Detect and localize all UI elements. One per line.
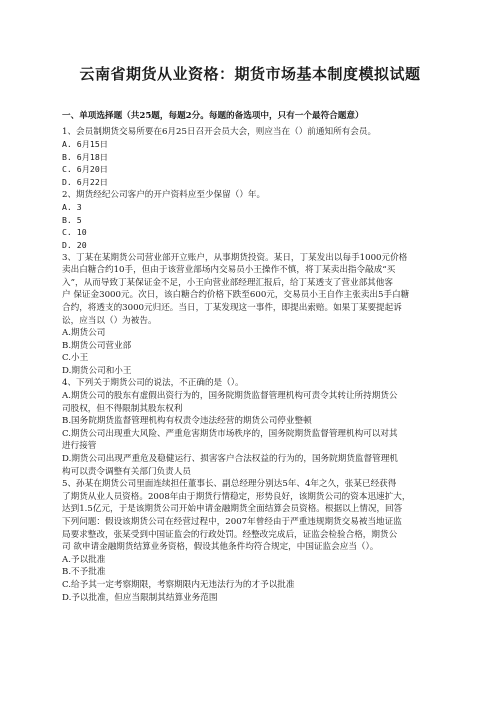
option-c: C.小王 xyxy=(62,353,89,364)
question-stem-line: 了期货从业人员资格。2008年由于期货行情稳定，形势良好，该期货公司的资本迅速扩大， xyxy=(62,491,411,502)
option-d-line: 构可以责令调整有关部门负责人员 xyxy=(62,466,191,477)
option-c: C. 6月20日 xyxy=(62,164,108,175)
option-b-line: B.国务院期货监督管理机构有权责令违法经营的期货公司停业整顿 xyxy=(62,416,312,427)
option-a-line: 司股权，但不得限制其股东权利 xyxy=(62,403,183,414)
option-a-line: A.期货公司的股东有虚假出资行为的，国务院期货监督管理机构可责令其转让所持期货公 xyxy=(62,391,398,402)
option-a: A. 3 xyxy=(62,202,82,213)
question-stem-line: 5、孙某在期货公司里面连续担任董事长、副总经理分别达5年、4年之久，张某已经获得 xyxy=(62,479,397,490)
question-stem-line: 卖出白糖合约10手，但由于该营业部场内交易员小王操作不慎，将丁某卖出指令敲成“买 xyxy=(62,265,396,276)
option-b: B.不予批准 xyxy=(62,567,106,578)
question-stem-line: 户 保证金3000元。次日，该白糖合约价格下跌至600元，交易员小王自作主张卖出5手白糖 xyxy=(62,290,410,301)
option-d: D. 20 xyxy=(62,239,87,250)
question-stem-line: 下列问题：假设该期货公司在经营过程中，2007年曾经由于严重违规期货交易被当地证监 xyxy=(62,517,402,527)
question-5 xyxy=(62,478,438,604)
question-stem: 4、下列关于期货公司的说法，不正确的是（）。 xyxy=(62,378,244,389)
question-stem-line: 司 欲申请金融期货结算业务资格，假设其他条件均符合规定，中国证监会应当（）。 xyxy=(62,542,379,553)
option-d: D. 6月22日 xyxy=(62,176,108,187)
option-a: A.期货公司 xyxy=(62,328,106,339)
option-b: B. 6月18日 xyxy=(62,151,108,162)
question-stem: 1、会员制期货交易所要在6月25日召开会员大会，则应当在（）前通知所有会员。 xyxy=(62,126,377,137)
question-4 xyxy=(62,377,438,478)
question-1 xyxy=(62,126,438,189)
question-stem-line: 局要求整改，张某受到中国证监会的行政处罚。经整改完成后，证监会检验合格，期货公 xyxy=(62,529,398,540)
option-b: B. 5 xyxy=(62,214,82,225)
option-c: C. 10 xyxy=(62,227,87,238)
option-d: D.予以批准，但应当限制其结算业务范围 xyxy=(62,592,218,603)
option-a: A. 6月15日 xyxy=(62,139,108,150)
question-stem-line: 入”，从而导致丁某保证金不足，小王向营业部经理汇报后，给丁某透支了营业部其他客 xyxy=(62,277,393,288)
question-stem-line: 合约，将透支的3000元归还。当日，丁某发现这一事件，即提出索赔。如果丁某要提起诉 xyxy=(62,302,402,313)
question-2 xyxy=(62,189,438,252)
question-stem: 2、期货经纪公司客户的开户资料应至少保留（）年。 xyxy=(62,189,266,200)
question-stem-line: 讼，应当以（）为被告。 xyxy=(62,315,157,326)
section-heading: 一、单项选择题（共25题，每题2分。每题的备选项中，只有一个最符合题意） xyxy=(62,111,364,121)
option-d-line: D.期货公司出现严重危及稳健运行、损害客户合法权益的行为的，国务院期货监督管理机 xyxy=(62,454,398,465)
option-c-line: 进行接管 xyxy=(62,441,97,452)
document-title: 云南省期货从业资格：期货市场基本制度模拟试题 xyxy=(79,65,421,83)
question-stem-line: 3、丁某在某期货公司营业部开立账户，从事期货投资。某日，丁某发出以每手1000元价格 xyxy=(62,252,408,263)
question-stem-line: 达到1.5亿元，于是该期货公司开始申请金融期货全面结算会员资格。根据以上情况，回答 xyxy=(62,504,403,515)
option-b: B.期货公司营业部 xyxy=(62,340,132,351)
option-c-line: C.期货公司出现重大风险、严重危害期货市场秩序的，国务院期货监督管理机构可以对其 xyxy=(62,428,398,439)
option-a: A.予以批准 xyxy=(62,554,106,565)
option-c: C.给予其一定考察期限，考察期限内无违法行为的才予以批准 xyxy=(62,579,295,590)
question-3 xyxy=(62,252,438,378)
option-d: D.期货公司和小王 xyxy=(62,365,132,376)
